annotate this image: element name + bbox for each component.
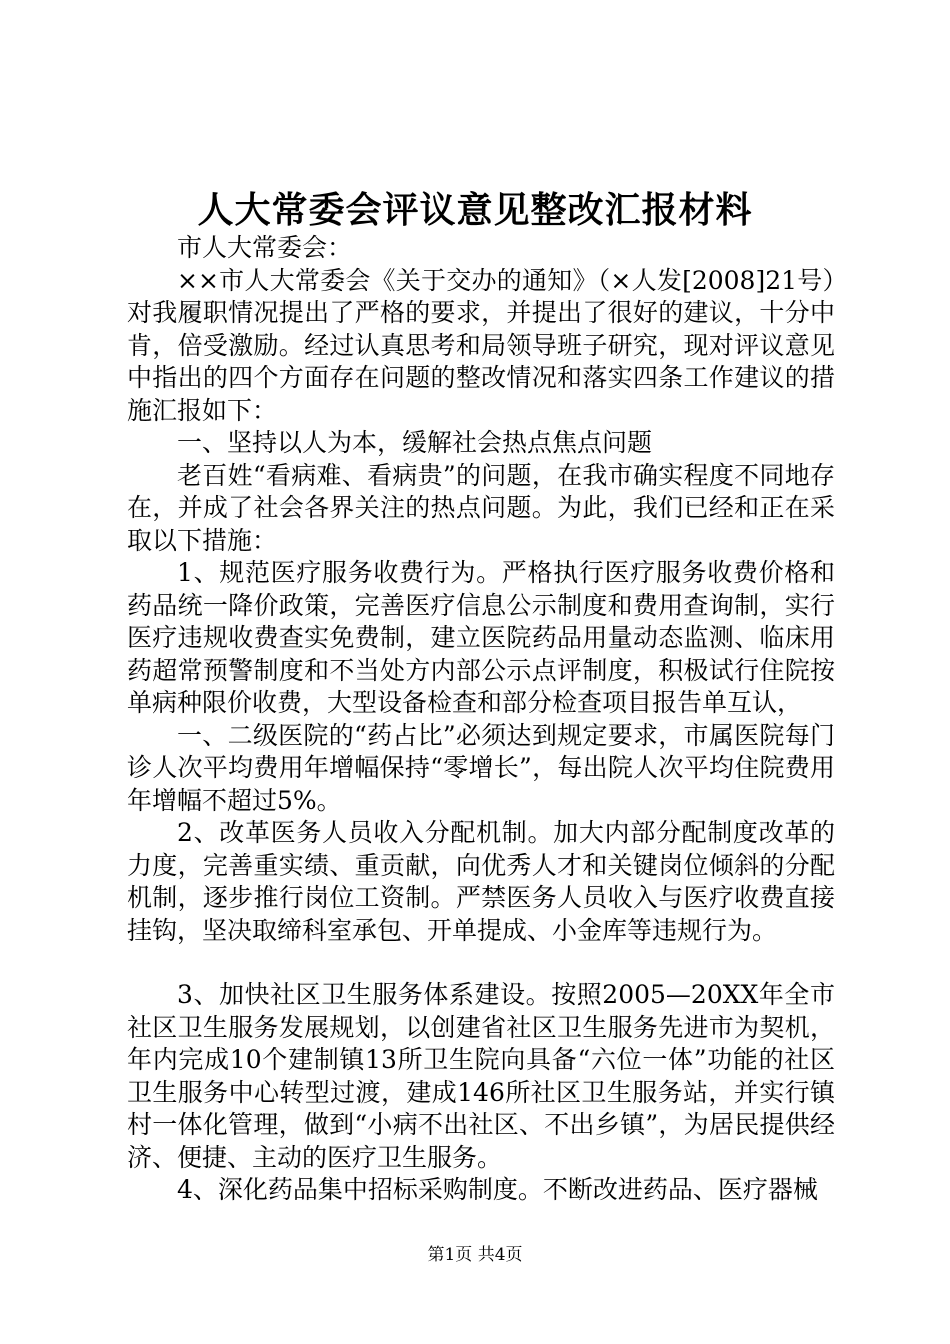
paragraph-intro: ××市人大常委会《关于交办的通知》（×人发[2008]21号）对我履职情况提出了严格的要求，并提出了很好的建议，十分中肯，倍受激励。经过认真思考和局领导班子研究，现对评议意见中指出的四个方面存在问题的整改情况和落实四条工作建议的措施汇报如下： [127, 265, 835, 425]
paragraph-measure-1: 1、规范医疗服务收费行为。严格执行医疗服务收费价格和药品统一降价政策，完善医疗信息公示制度和费用查询制，实行医疗违规收费查实免费制，建立医院药品用量动态监测、临床用药超常预警制度和不当处方内部公示点评制度，积极试行住院按单病种限价收费，大型设备检查和部分检查项目报告单互认， [127, 558, 835, 717]
paragraph-background: 老百姓“看病难、看病贵”的问题，在我市确实程度不同地存在，并成了社会各界关注的热点问题。为此，我们已经和正在采取以下措施： [127, 460, 835, 555]
document-body [127, 232, 835, 1207]
paragraph-measure-3: 3、加快社区卫生服务体系建设。按照2005—20XX年全市社区卫生服务发展规划，以创建省社区卫生服务先进市为契机，年内完成10个建制镇13所卫生院向具备“六位一体”功能的社区卫生服务中心转型过渡，建成146所社区卫生服务站，并实行镇村一体化管理，做到“小病不出社区、不出乡镇”，为居民提供经济、便捷、主动的医疗卫生服务。 [127, 980, 835, 1172]
page-footer: 第1页 共4页 [427, 1245, 523, 1265]
salutation: 市人大常委会： [177, 233, 353, 262]
paragraph-measure-2: 2、改革医务人员收入分配机制。加大内部分配制度改革的力度，完善重实绩、重贡献，向优秀人才和关键岗位倾斜的分配机制，逐步推行岗位工资制。严禁医务人员收入与医疗收费直接挂钩，坚决取缔科室承包、开单提成、小金库等违规行为。 [127, 818, 835, 945]
section-heading-1: 一、坚持以人为本，缓解社会热点焦点问题 [177, 428, 653, 457]
document-title: 人大常委会评议意见整改汇报材料 [197, 189, 753, 231]
paragraph-measure-4: 4、深化药品集中招标采购制度。不断改进药品、医疗器械 [177, 1175, 818, 1204]
paragraph-measure-1-cont: 一、二级医院的“药占比”必须达到规定要求，市属医院每门诊人次平均费用年增幅保持“零增长”，每出院人次平均住院费用年增幅不超过5%。 [127, 720, 835, 815]
